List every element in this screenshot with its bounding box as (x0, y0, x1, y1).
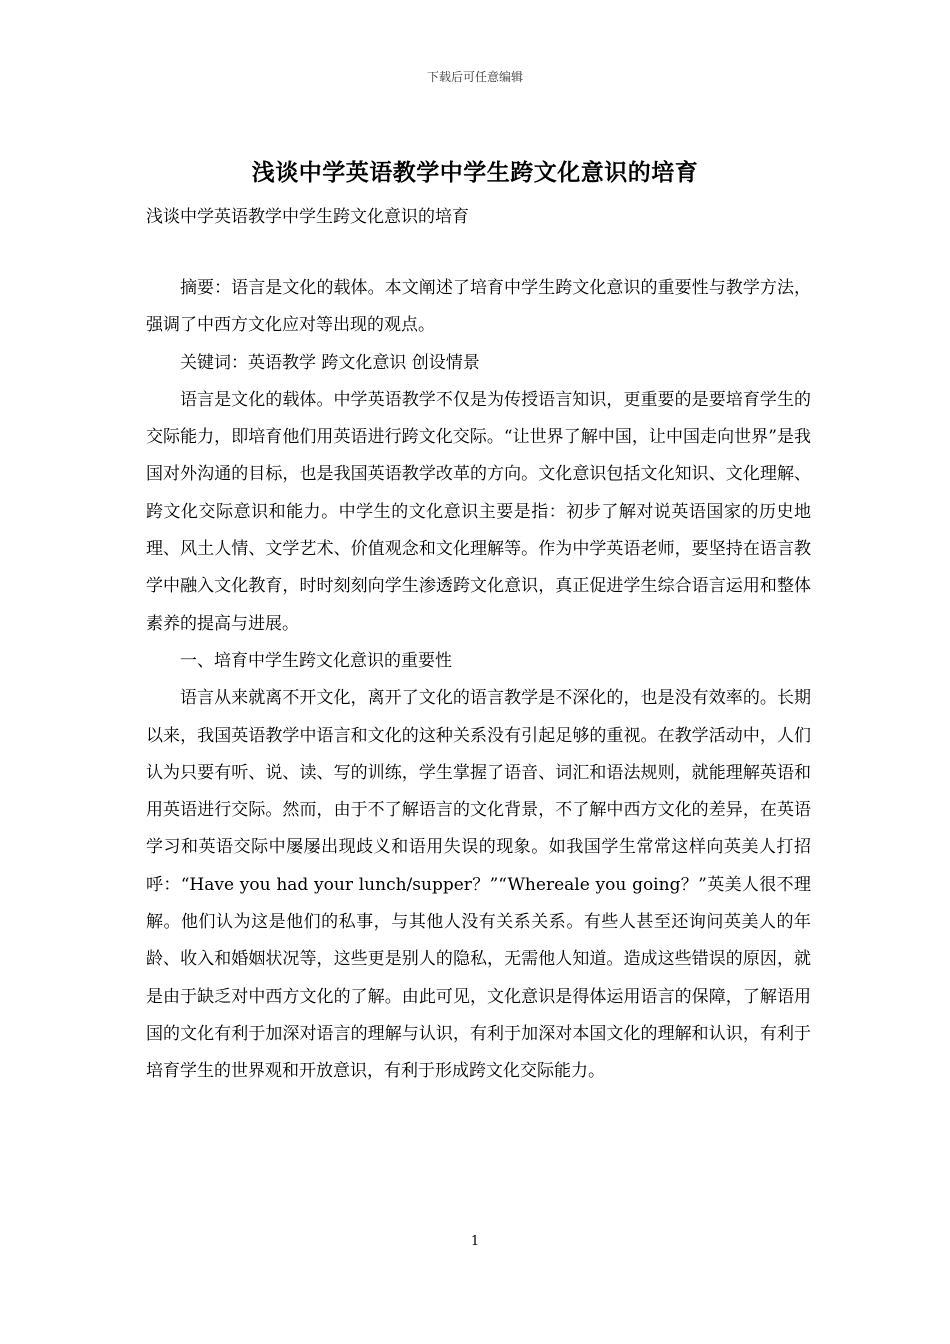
intro-paragraph: 语言是文化的载体。中学英语教学不仅是为传授语言知识，更重要的是要培育学生的交际能力，即培育他们用英语进行跨文化交际。“让世界了解中国，让中国走向世界”是我国对外沟通的目标，也是我国英语教学改革的方向。文化意识包括文化知识、文化理解、跨文化交际意识和能力。中学生的文化意识主要是指：初步了解对说英语国家的历史地理、风土人情、文学艺术、价值观念和文化理解等。作为中学英语老师，要坚持在语言教学中融入文化教育，时时刻刻向学生渗透跨文化意识，真正促进学生综合语言运用和整体素养的提高与进展。 (146, 389, 811, 634)
header-note: 下载后可任意编辑 (426, 70, 523, 84)
document-subtitle: 浅谈中学英语教学中学生跨文化意识的培育 (146, 207, 469, 227)
section-heading: 一、培育中学生跨文化意识的重要性 (180, 650, 452, 671)
section-paragraph: 语言从来就离不开文化，离开了文化的语言教学是不深化的，也是没有效率的。长期以来，我国英语教学中语言和文化的这种关系没有引起足够的重视。在教学活动中，人们认为只要有听、说、读、写的训练，学生掌握了语音、词汇和语法规则，就能理解英语和用英语进行交际。然而，由于不了解语言的文化背景，不了解中西方文化的差异，在英语学习和英语交际中屡屡出现歧义和语用失误的现象。如我国学生常常这样向英美人打招呼：“Have you had your lunch/supper？”“Whereale you going？”英美人很不理解。他们认为这是他们的私事，与其他人没有关系关系。有些人甚至还询问英美人的年龄、收入和婚姻状况等，这些更是别人的隐私，无需他人知道。造成这些错误的原因，就是由于缺乏对中西方文化的了解。由此可见，文化意识是得体运用语言的保障，了解语用国的文化有利于加深对语言的理解与认识，有利于加深对本国文化的理解和认识，有利于培育学生的世界观和开放意识，有利于形成跨文化交际能力。 (146, 688, 811, 1082)
document-title: 浅谈中学英语教学中学生跨文化意识的培育 (251, 159, 699, 186)
document-body (146, 270, 811, 1091)
keywords-paragraph: 关键词：英语教学 跨文化意识 创设情景 (180, 352, 480, 373)
page-number: 1 (470, 1234, 480, 1249)
abstract-paragraph: 摘要：语言是文化的载体。本文阐述了培育中学生跨文化意识的重要性与教学方法，强调了中西方文化应对等出现的观点。 (146, 278, 811, 336)
